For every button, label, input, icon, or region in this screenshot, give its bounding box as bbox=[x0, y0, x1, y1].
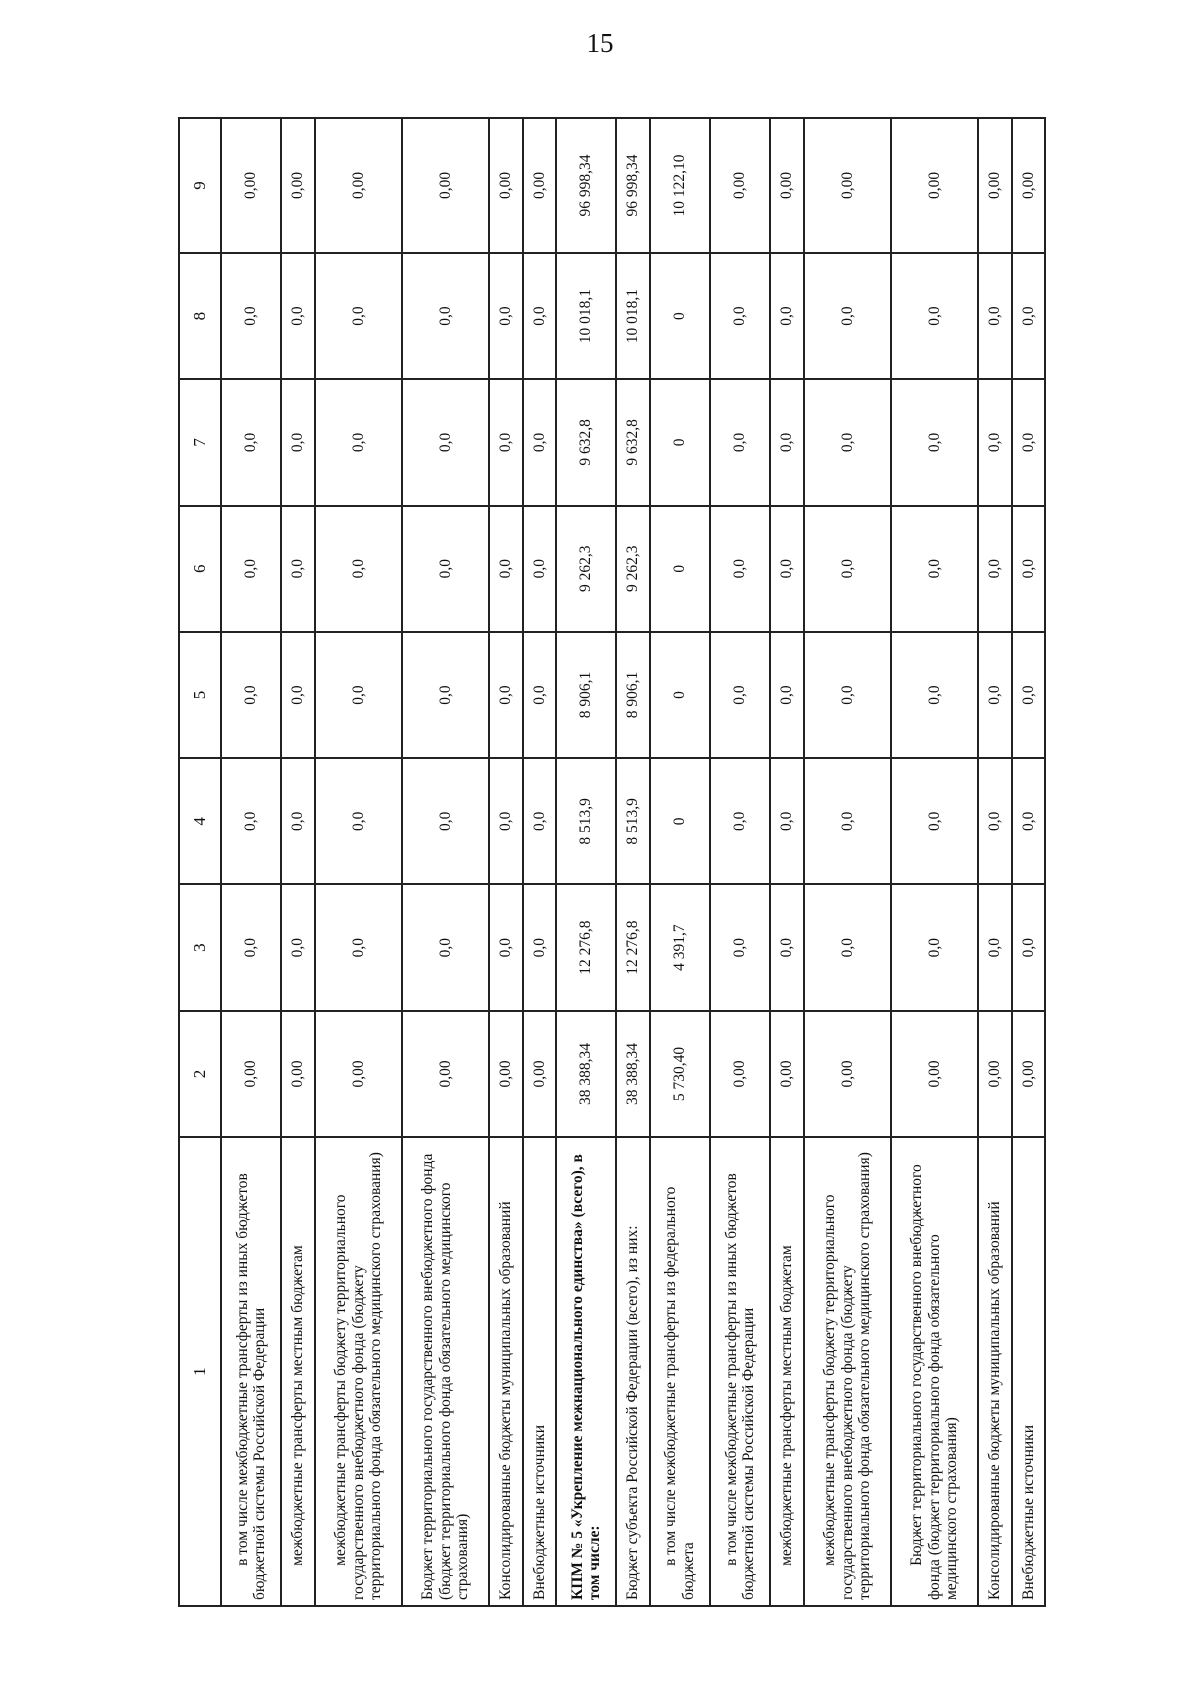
value-cell: 0,0 bbox=[770, 253, 803, 379]
value-cell: 0,0 bbox=[523, 506, 556, 632]
table-row bbox=[891, 118, 978, 1606]
value-cell: 10 018,1 bbox=[556, 253, 616, 379]
value-cell: 0,0 bbox=[770, 632, 803, 758]
value-cell: 0,0 bbox=[402, 758, 489, 884]
value-cell: 9 632,8 bbox=[556, 379, 616, 505]
value-cell: 0,0 bbox=[402, 379, 489, 505]
value-cell: 0,0 bbox=[315, 506, 402, 632]
value-cell: 0,0 bbox=[710, 506, 770, 632]
table-row bbox=[402, 118, 489, 1606]
table-row bbox=[281, 118, 314, 1606]
value-cell: 0,0 bbox=[281, 379, 314, 505]
value-cell: 0,0 bbox=[523, 885, 556, 1011]
row-label: Консолидированные бюджеты муниципальных образований bbox=[978, 1137, 1011, 1606]
value-cell: 0,00 bbox=[281, 1011, 314, 1137]
value-cell: 38 388,34 bbox=[556, 1011, 616, 1137]
value-cell: 0,0 bbox=[978, 253, 1011, 379]
value-cell: 0,00 bbox=[315, 1011, 402, 1137]
value-cell: 10 018,1 bbox=[616, 253, 649, 379]
table-row bbox=[1012, 118, 1045, 1606]
table-row bbox=[616, 118, 649, 1606]
value-cell: 0,0 bbox=[891, 885, 978, 1011]
column-header: 1 bbox=[179, 1137, 221, 1606]
row-label: межбюджетные трансферты бюджету территориального государственного внебюджетного фонда (бюджету территориального фонда обязательного медицинского страхования) bbox=[315, 1137, 402, 1606]
column-header: 9 bbox=[179, 118, 221, 253]
value-cell: 0,0 bbox=[402, 632, 489, 758]
value-cell: 0,00 bbox=[221, 1011, 281, 1137]
value-cell: 0,0 bbox=[523, 253, 556, 379]
table-row bbox=[315, 118, 402, 1606]
value-cell: 0,0 bbox=[1012, 885, 1045, 1011]
value-cell: 4 391,7 bbox=[650, 885, 710, 1011]
value-cell: 0,0 bbox=[804, 885, 891, 1011]
value-cell: 0,0 bbox=[489, 885, 522, 1011]
value-cell: 0,0 bbox=[710, 632, 770, 758]
value-cell: 12 276,8 bbox=[556, 885, 616, 1011]
value-cell: 0,0 bbox=[315, 632, 402, 758]
value-cell: 0,00 bbox=[978, 118, 1011, 253]
value-cell: 0,00 bbox=[523, 118, 556, 253]
value-cell: 0,0 bbox=[315, 758, 402, 884]
budget-table bbox=[178, 117, 1046, 1607]
value-cell: 0,00 bbox=[978, 1011, 1011, 1137]
value-cell: 0,0 bbox=[315, 885, 402, 1011]
value-cell: 0,0 bbox=[281, 758, 314, 884]
value-cell: 8 513,9 bbox=[616, 758, 649, 884]
value-cell: 0,00 bbox=[315, 118, 402, 253]
value-cell: 0,00 bbox=[891, 1011, 978, 1137]
value-cell: 9 262,3 bbox=[556, 506, 616, 632]
column-header: 7 bbox=[179, 379, 221, 505]
value-cell: 0,0 bbox=[804, 379, 891, 505]
row-label: в том числе межбюджетные трансферты из иных бюджетов бюджетной системы Российской Федерации bbox=[710, 1137, 770, 1606]
value-cell: 0,0 bbox=[1012, 379, 1045, 505]
table-row bbox=[221, 118, 281, 1606]
row-label: Консолидированные бюджеты муниципальных образований bbox=[489, 1137, 522, 1606]
table-body bbox=[221, 118, 1045, 1606]
value-cell: 0,00 bbox=[770, 1011, 803, 1137]
value-cell: 12 276,8 bbox=[616, 885, 649, 1011]
column-header: 5 bbox=[179, 632, 221, 758]
value-cell: 0,0 bbox=[1012, 758, 1045, 884]
value-cell: 0,0 bbox=[891, 253, 978, 379]
value-cell: 0,00 bbox=[804, 118, 891, 253]
table-row bbox=[489, 118, 522, 1606]
value-cell: 0 bbox=[650, 379, 710, 505]
value-cell: 0,00 bbox=[1012, 1011, 1045, 1137]
value-cell: 0,0 bbox=[221, 379, 281, 505]
value-cell: 0,0 bbox=[221, 632, 281, 758]
column-header: 2 bbox=[179, 1011, 221, 1137]
value-cell: 0,00 bbox=[402, 118, 489, 253]
value-cell: 8 906,1 bbox=[556, 632, 616, 758]
value-cell: 0,0 bbox=[489, 758, 522, 884]
value-cell: 0,00 bbox=[710, 118, 770, 253]
value-cell: 0,0 bbox=[770, 885, 803, 1011]
value-cell: 0,00 bbox=[489, 118, 522, 253]
row-label: межбюджетные трансферты местным бюджетам bbox=[770, 1137, 803, 1606]
value-cell: 0,0 bbox=[804, 758, 891, 884]
value-cell: 0,0 bbox=[710, 253, 770, 379]
value-cell: 0,0 bbox=[1012, 632, 1045, 758]
value-cell: 0,00 bbox=[523, 1011, 556, 1137]
value-cell: 8 906,1 bbox=[616, 632, 649, 758]
value-cell: 0,0 bbox=[281, 632, 314, 758]
value-cell: 0,0 bbox=[978, 885, 1011, 1011]
row-label: межбюджетные трансферты бюджету территориального государственного внебюджетного фонда (бюджету территориального фонда обязательного медицинского страхования) bbox=[804, 1137, 891, 1606]
value-cell: 0,0 bbox=[281, 253, 314, 379]
value-cell: 0,0 bbox=[402, 253, 489, 379]
value-cell: 0,0 bbox=[221, 758, 281, 884]
value-cell: 0,0 bbox=[770, 506, 803, 632]
value-cell: 0,0 bbox=[710, 379, 770, 505]
value-cell: 0,00 bbox=[281, 118, 314, 253]
value-cell: 9 262,3 bbox=[616, 506, 649, 632]
value-cell: 0,0 bbox=[891, 379, 978, 505]
value-cell: 0,00 bbox=[402, 1011, 489, 1137]
value-cell: 9 632,8 bbox=[616, 379, 649, 505]
table-row bbox=[523, 118, 556, 1606]
value-cell: 0,00 bbox=[489, 1011, 522, 1137]
value-cell: 0,00 bbox=[221, 118, 281, 253]
row-label: Бюджет территориального государственного внебюджетного фонда (бюджет территориального фонда обязательного медицинского страхования) bbox=[402, 1137, 489, 1606]
value-cell: 8 513,9 bbox=[556, 758, 616, 884]
value-cell: 0,0 bbox=[221, 506, 281, 632]
value-cell: 0,0 bbox=[891, 506, 978, 632]
value-cell: 0,0 bbox=[489, 506, 522, 632]
value-cell: 0 bbox=[650, 506, 710, 632]
value-cell: 0,0 bbox=[402, 506, 489, 632]
value-cell: 0,00 bbox=[804, 1011, 891, 1137]
table-row bbox=[804, 118, 891, 1606]
value-cell: 0,0 bbox=[710, 885, 770, 1011]
value-cell: 0,0 bbox=[281, 885, 314, 1011]
column-header: 6 bbox=[179, 506, 221, 632]
value-cell: 0,0 bbox=[315, 379, 402, 505]
value-cell: 0,0 bbox=[891, 632, 978, 758]
row-label: в том числе межбюджетные трансферты из федерального бюджета bbox=[650, 1137, 710, 1606]
column-header: 3 bbox=[179, 885, 221, 1011]
row-label: Бюджет территориального государственного внебюджетного фонда (бюджет территориального фонда обязательного медицинского страхования) bbox=[891, 1137, 978, 1606]
value-cell: 0,0 bbox=[315, 253, 402, 379]
value-cell: 0,0 bbox=[402, 885, 489, 1011]
table-row bbox=[710, 118, 770, 1606]
value-cell: 0,0 bbox=[804, 253, 891, 379]
value-cell: 0,0 bbox=[523, 379, 556, 505]
row-label: Внебюджетные источники bbox=[1012, 1137, 1045, 1606]
page-number: 15 bbox=[586, 28, 614, 58]
value-cell: 0,00 bbox=[710, 1011, 770, 1137]
value-cell: 0 bbox=[650, 632, 710, 758]
table-row bbox=[770, 118, 803, 1606]
value-cell: 0 bbox=[650, 758, 710, 884]
table-row bbox=[978, 118, 1011, 1606]
row-label: Внебюджетные источники bbox=[523, 1137, 556, 1606]
value-cell: 96 998,34 bbox=[556, 118, 616, 253]
value-cell: 0,00 bbox=[891, 118, 978, 253]
value-cell: 0,0 bbox=[523, 758, 556, 884]
header-row bbox=[179, 118, 221, 1606]
rotated-table-frame bbox=[178, 117, 1046, 1607]
value-cell: 0,0 bbox=[1012, 253, 1045, 379]
value-cell: 0 bbox=[650, 253, 710, 379]
value-cell: 0,0 bbox=[770, 758, 803, 884]
row-label: Бюджет субъекта Российской Федерации (всего), из них: bbox=[616, 1137, 649, 1606]
value-cell: 10 122,10 bbox=[650, 118, 710, 253]
value-cell: 5 730,40 bbox=[650, 1011, 710, 1137]
value-cell: 96 998,34 bbox=[616, 118, 649, 253]
value-cell: 0,0 bbox=[978, 758, 1011, 884]
row-label: межбюджетные трансферты местным бюджетам bbox=[281, 1137, 314, 1606]
column-header: 4 bbox=[179, 758, 221, 884]
value-cell: 0,0 bbox=[770, 379, 803, 505]
value-cell: 0,00 bbox=[1012, 118, 1045, 253]
column-header: 8 bbox=[179, 253, 221, 379]
value-cell: 0,0 bbox=[489, 253, 522, 379]
value-cell: 0,00 bbox=[770, 118, 803, 253]
value-cell: 0,0 bbox=[221, 253, 281, 379]
rotated-table-container bbox=[178, 117, 1046, 1607]
value-cell: 0,0 bbox=[804, 632, 891, 758]
table-row bbox=[556, 118, 616, 1606]
value-cell: 0,0 bbox=[221, 885, 281, 1011]
value-cell: 0,0 bbox=[489, 632, 522, 758]
table-row bbox=[650, 118, 710, 1606]
value-cell: 0,0 bbox=[804, 506, 891, 632]
row-label: в том числе межбюджетные трансферты из иных бюджетов бюджетной системы Российской Федерации bbox=[221, 1137, 281, 1606]
value-cell: 0,0 bbox=[978, 506, 1011, 632]
value-cell: 0,0 bbox=[978, 379, 1011, 505]
value-cell: 0,0 bbox=[891, 758, 978, 884]
row-label: КПМ № 5 «Укрепление межнационального единства» (всего), в том числе: bbox=[556, 1137, 616, 1606]
value-cell: 38 388,34 bbox=[616, 1011, 649, 1137]
value-cell: 0,0 bbox=[281, 506, 314, 632]
value-cell: 0,0 bbox=[489, 379, 522, 505]
value-cell: 0,0 bbox=[1012, 506, 1045, 632]
value-cell: 0,0 bbox=[523, 632, 556, 758]
value-cell: 0,0 bbox=[710, 758, 770, 884]
value-cell: 0,0 bbox=[978, 632, 1011, 758]
